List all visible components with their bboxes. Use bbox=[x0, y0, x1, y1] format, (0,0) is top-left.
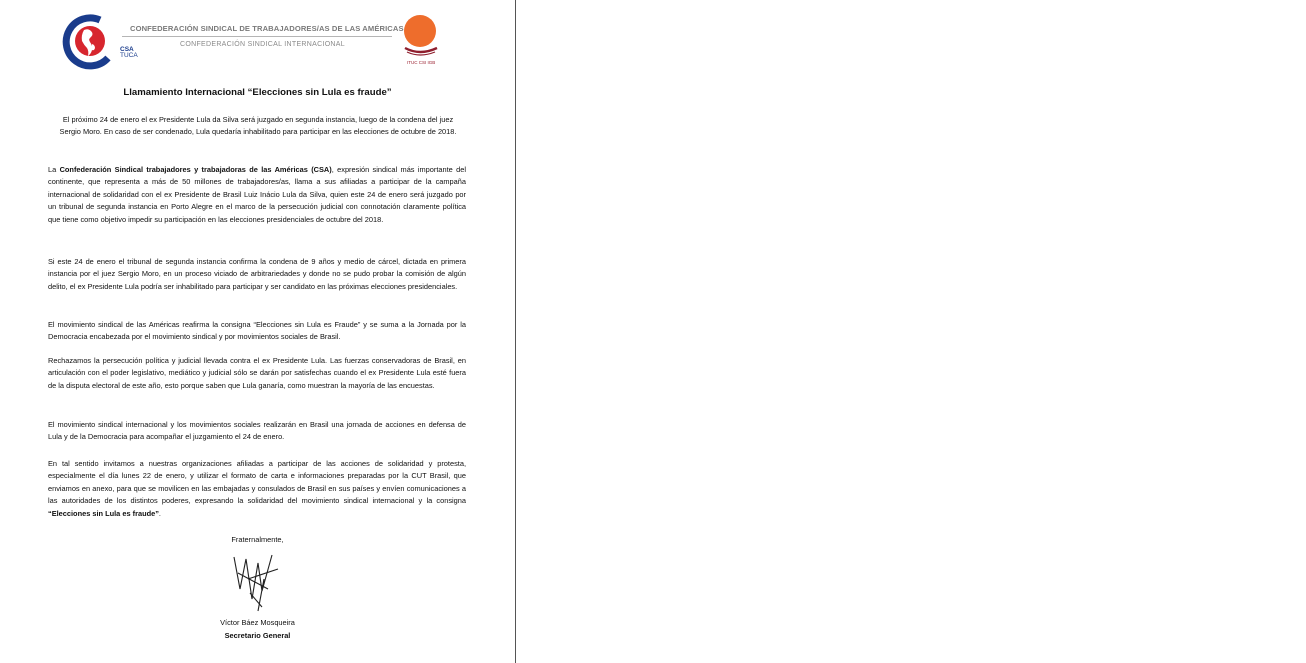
p1-rest: , expresión sindical más importante del continente, que representa a más de 50 millones de trabajadores/as, llama a sus afiliadas a participar de la campaña internacional de solidaridad con el ex Presidente de Brasil Luiz Inácio Lula da Silva, quien este 24 de enero será juzgado por un tribunal de segunda instancia en Porto Alegre en el marco de la persecución judicial con connotación claramente política que tiene como objetivo impedir su participación en las elecciones presidenciales de octubre del 2018. bbox=[48, 165, 466, 224]
document-page bbox=[0, 0, 515, 663]
tuca-label: TUCA bbox=[120, 52, 138, 59]
p6-end: . bbox=[158, 508, 161, 518]
handwritten-signature bbox=[228, 549, 288, 615]
paragraph-5: El movimiento sindical internacional y los movimientos sociales realizarán en Brasil una jornada de acciones en defensa de Lula y de la Democracia para acompañar el juzgamiento el 24 de enero. bbox=[48, 420, 466, 442]
paragraph-3: El movimiento sindical de las Américas reafirma la consigna “Elecciones sin Lula es Fraude” y se suma a la Jornada por la Democracia encabezada por el movimiento sindical y por movimientos sociales de Brasil. bbox=[48, 320, 466, 342]
p1-lead: La bbox=[48, 165, 60, 174]
ituc-label: ITUC CSI IGB bbox=[407, 60, 436, 65]
paragraph-6 bbox=[48, 458, 466, 520]
org-subtitle: CONFEDERACIÓN SINDICAL INTERNACIONAL bbox=[180, 41, 345, 48]
paragraph-1 bbox=[48, 164, 466, 226]
header-rule bbox=[122, 36, 392, 37]
signer-role: Secretario General bbox=[224, 631, 291, 640]
csa-globe-logo bbox=[62, 14, 124, 70]
paragraph-2: Si este 24 de enero el tribunal de segunda instancia confirma la condena de 9 años y medio de cárcel, dictada en primera instancia por el juez Sergio Moro, en un proceso viciado de arbitrariedades y donde no se pudo probar la comisión de algún delito, el ex Presidente Lula podría ser inhabilitado para participar y ser candidato en las próximas elecciones presidenciales. bbox=[48, 257, 466, 291]
intro-paragraph: El próximo 24 de enero el ex Presidente Lula da Silva será juzgado en segunda instancia, luego de la condena del juez Sergio Moro. En caso de ser condenado, Lula quedaría inhabilitado para participar en las elecciones de octubre de 2018. bbox=[59, 115, 457, 137]
paragraph-4: Rechazamos la persecución política y judicial llevada contra el ex Presidente Lula. Las fuerzas conservadoras de Brasil, en articulación con el poder legislativo, mediático y judicial sólo se darán por satisfechas cuando el ex Presidente Lula esté fuera de la disputa electoral de este año, esto porque saben que Lula ganaría, como muestran la mayoría de las encuestas. bbox=[48, 356, 466, 390]
document-title: Llamamiento Internacional “Elecciones sin Lula es fraude” bbox=[123, 87, 392, 98]
org-name: CONFEDERACIÓN SINDICAL DE TRABAJADORES/AS DE LAS AMÉRICAS bbox=[130, 24, 404, 33]
blank-area bbox=[516, 0, 1306, 663]
csa-label: CSA bbox=[120, 46, 134, 53]
closing: Fraternalmente, bbox=[231, 535, 284, 544]
p6-bold: “Elecciones sin Lula es fraude” bbox=[48, 508, 159, 518]
p1-bold: Confederación Sindical trabajadores y trabajadoras de las Américas (CSA) bbox=[59, 165, 332, 174]
signer-name: Víctor Báez Mosqueira bbox=[220, 618, 295, 627]
csa-tuca-label bbox=[120, 47, 138, 59]
p6-rest: En tal sentido invitamos a nuestras organizaciones afiliadas a participar de las acciones de solidaridad y protesta, especialmente el día lunes 22 de enero, y utilizar el formato de carta e informaciones preparadas por la CUT Brasil, que enviamos en anexo, para que se movilicen en las embajadas y consulados de Brasil en sus países y envíen comunicaciones a las autoridades de los distintos poderes, expresando la solidaridad del movimiento sindical internacional y la consigna bbox=[48, 459, 466, 506]
letterhead bbox=[62, 14, 462, 70]
